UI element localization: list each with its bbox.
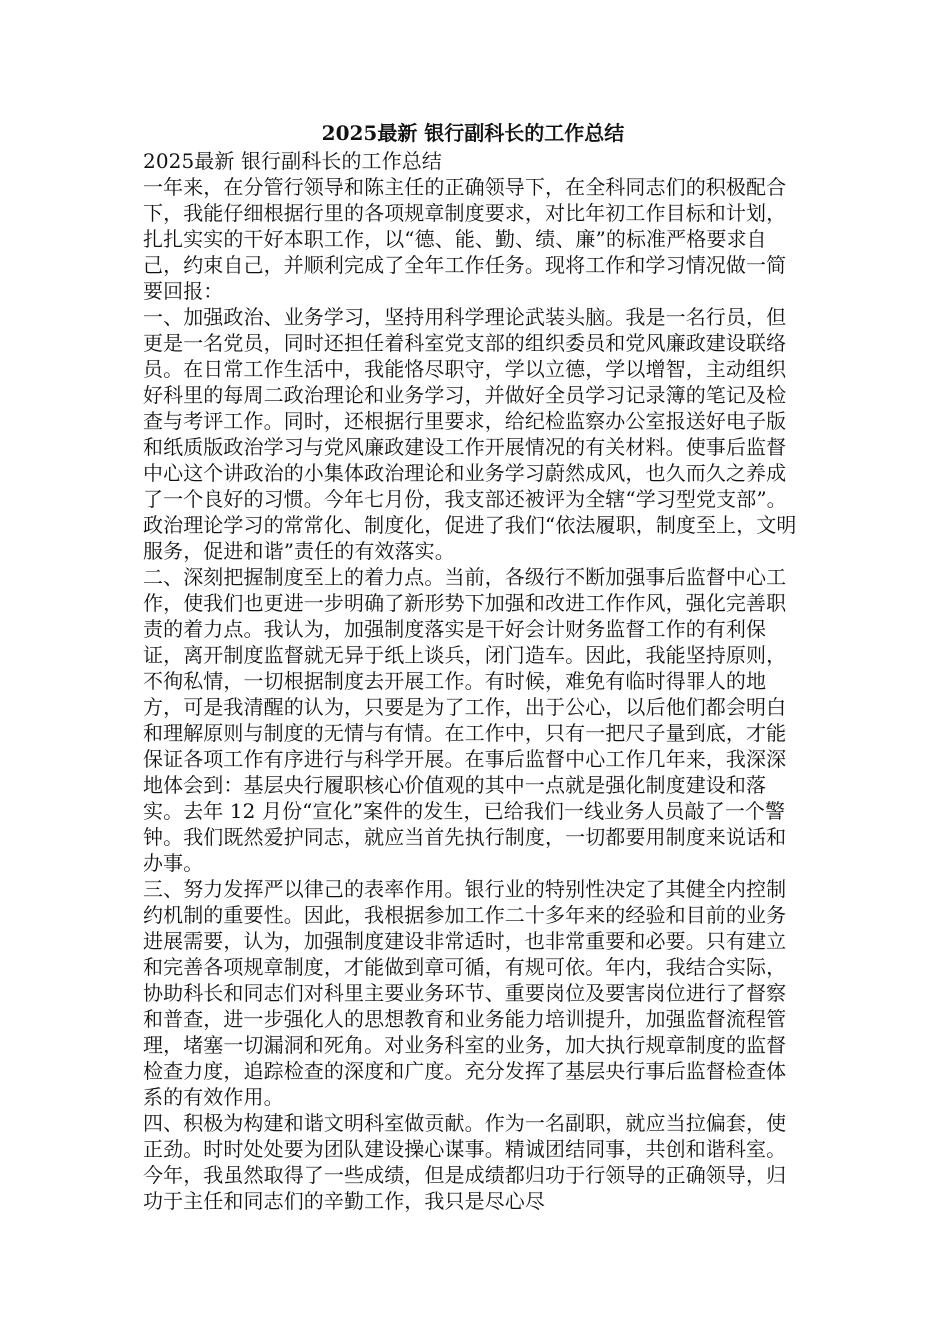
- document-subtitle: 2025最新 银行副科长的工作总结: [143, 149, 442, 173]
- document-page: [143, 118, 803, 1214]
- paragraph-intro: 一年来，在分管行领导和陈主任的正确领导下，在全科同志们的积极配合下，我能仔细根据行里的各项规章制度要求，对比年初工作目标和计划，扎扎实实的干好本职工作，以“德、能、勤、绩、廉”的标准严格要求自己，约束自己，并顺利完成了全年工作任务。现将工作和学习情况做一简要回报：: [143, 175, 787, 303]
- document-body: [143, 148, 803, 1214]
- document-title: 2025最新 银行副科长的工作总结: [321, 121, 625, 145]
- paragraph-section-1: 一、加强政治、业务学习，坚持用科学理论武装头脑。我是一名行员，但更是一名党员，同时还担任着科室党支部的组织委员和党风廉政建设联络员。在日常工作生活中，我能恪尽职守，学以立德，学以增智，主动组织好科里的每周二政治理论和业务学习，并做好全员学习记录簿的笔记及检查与考评工作。同时，还根据行里要求，给纪检监察办公室报送好电子版和纸质版政治学习与党风廉政建设工作开展情况的有关材料。使事后监督中心这个讲政治的小集体政治理论和业务学习蔚然成风，也久而久之养成了一个良好的习惯。今年七月份，我支部还被评为全辖“学习型党支部”。政治理论学习的常常化、制度化，促进了我们“依法履职，制度至上，文明服务，促进和谐”责任的有效落实。: [143, 305, 797, 563]
- paragraph-section-4: 四、积极为构建和谐文明科室做贡献。作为一名副职，就应当拉偏套，使正劲。时时处处要为团队建设操心谋事。精诚团结同事，共创和谐科室。今年，我虽然取得了一些成绩，但是成绩都归功于行领导的正确领导，归功于主任和同志们的辛勤工作，我只是尽心尽: [143, 1111, 787, 1213]
- paragraph-section-3: 三、努力发挥严以律己的表率作用。银行业的特别性决定了其健全内控制约机制的重要性。因此，我根据参加工作二十多年来的经验和目前的业务进展需要，认为，加强制度建设非常适时，也非常重要和必要。只有建立和完善各项规章制度，才能做到章可循，有规可依。年内，我结合实际，协助科长和同志们对科里主要业务环节、重要岗位及要害岗位进行了督察和普查，进一步强化人的思想教育和业务能力培训提升，加强监督流程管理，堵塞一切漏洞和死角。对业务科室的业务，加大执行规章制度的监督检查力度，追踪检查的深度和广度。充分发挥了基层央行事后监督检查体系的有效作用。: [143, 877, 787, 1109]
- paragraph-section-2: 二、深刻把握制度至上的着力点。当前，各级行不断加强事后监督中心工作，使我们也更进一步明确了新形势下加强和改进工作作风，强化完善职责的着力点。我认为，加强制度落实是干好会计财务监督工作的有利保证，离开制度监督就无异于纸上谈兵，闭门造车。因此，我能坚持原则，不徇私情，一切根据制度去开展工作。有时候，难免有临时得罪人的地方，可是我清醒的认为，只要是为了工作，出于公心，以后他们都会明白和理解原则与制度的无情与有情。在工作中，只有一把尺子量到底，才能保证各项工作有序进行与科学开展。在事后监督中心工作几年来，我深深地体会到：基层央行履职核心价值观的其中一点就是强化制度建设和落实。去年 12 月份“宣化”案件的发生，已给我们一线业务人员敲了一个警钟。我们既然爱护同志，就应当首先执行制度，一切都要用制度来说话和办事。: [143, 565, 787, 875]
